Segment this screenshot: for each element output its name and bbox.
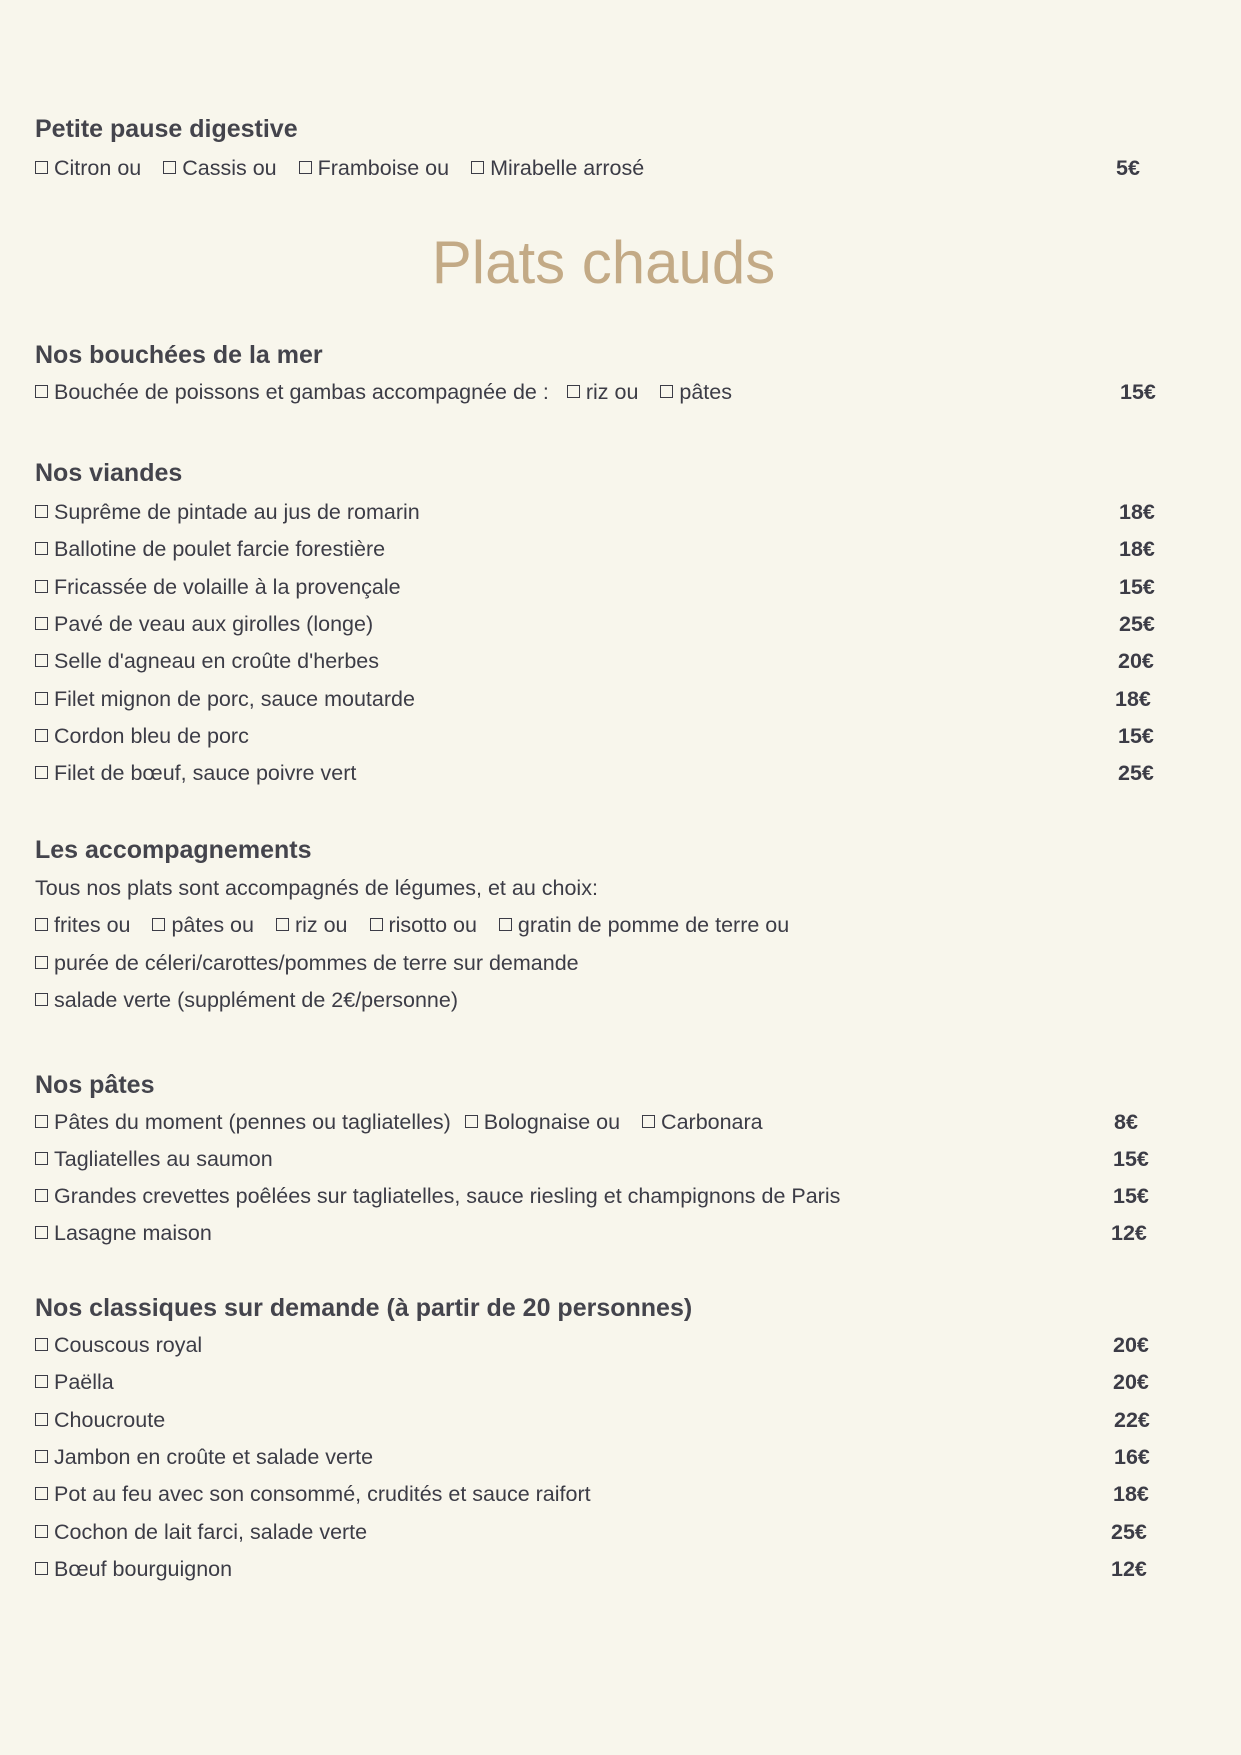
menu-item-price: 12€ xyxy=(1111,1556,1147,1581)
menu-item-name: Jambon en croûte et salade verte xyxy=(54,1444,374,1469)
menu-item-name: Cochon de lait farci, salade verte xyxy=(54,1519,368,1544)
menu-item[interactable] xyxy=(35,1370,114,1395)
menu-item[interactable] xyxy=(35,1482,591,1507)
menu-item[interactable] xyxy=(35,649,379,674)
section-title-pates: Nos pâtes xyxy=(35,1071,155,1099)
menu-item-price: 15€ xyxy=(1119,574,1155,599)
menu-item[interactable] xyxy=(35,724,249,749)
menu-item-name: Selle d'agneau en croûte d'herbes xyxy=(54,649,379,674)
section-title-bouchees: Nos bouchées de la mer xyxy=(35,341,323,369)
checkbox-icon xyxy=(35,1189,48,1202)
side-option[interactable]: risotto ou xyxy=(370,913,477,937)
menu-item-name: Pavé de veau aux girolles (longe) xyxy=(54,611,374,636)
menu-item-price: 16€ xyxy=(1114,1444,1150,1469)
menu-item-name: Grandes crevettes poêlées sur tagliatelles, sauce riesling et champignons de Paris xyxy=(54,1184,841,1208)
checkbox-icon xyxy=(35,956,48,969)
pates-price: 8€ xyxy=(1114,1110,1138,1134)
side-option[interactable]: salade verte (supplément de 2€/personne) xyxy=(35,988,458,1013)
checkbox-icon xyxy=(35,1375,48,1388)
digestive-option[interactable]: Framboise ou xyxy=(299,156,449,180)
digestive-option[interactable]: Cassis ou xyxy=(163,156,276,180)
menu-item[interactable] xyxy=(35,1184,840,1209)
checkbox-icon xyxy=(35,580,48,593)
sauce-option[interactable]: Carbonara xyxy=(642,1110,763,1134)
menu-item-price: 25€ xyxy=(1119,611,1155,636)
menu-item-name: Paëlla xyxy=(54,1370,114,1395)
menu-item-price: 18€ xyxy=(1115,686,1151,711)
checkbox-icon xyxy=(299,161,312,174)
checkbox-icon xyxy=(276,918,289,931)
checkbox-icon xyxy=(35,993,48,1006)
side-option[interactable]: frites ou xyxy=(35,913,130,937)
checkbox-icon xyxy=(35,542,48,555)
menu-item-name: Tagliatelles au saumon xyxy=(54,1147,273,1171)
checkbox-icon xyxy=(35,1115,48,1128)
bouchees-item: Bouchée de poissons et gambas accompagnée de : riz ou pâtes xyxy=(35,380,748,405)
menu-item[interactable] xyxy=(35,612,373,637)
side-option[interactable]: purée de céleri/carottes/pommes de terre sur demande xyxy=(35,951,579,976)
digestive-option[interactable]: Mirabelle arrosé xyxy=(471,156,644,180)
item-checkbox[interactable] xyxy=(35,1110,54,1134)
menu-item-name: Bœuf bourguignon xyxy=(54,1556,233,1581)
menu-item[interactable] xyxy=(35,687,415,712)
bouchees-price: 15€ xyxy=(1120,380,1156,404)
page-title: Plats chauds xyxy=(431,229,776,296)
checkbox-icon xyxy=(35,1450,48,1463)
checkbox-icon xyxy=(35,1487,48,1500)
side-option[interactable]: riz ou xyxy=(276,913,348,937)
checkbox-icon xyxy=(35,1226,48,1239)
checkbox-icon xyxy=(163,161,176,174)
menu-item[interactable] xyxy=(35,500,420,525)
bouchees-option[interactable]: pâtes xyxy=(660,380,732,404)
digestive-price: 5€ xyxy=(1116,156,1140,180)
sauce-option[interactable]: Bolognaise ou xyxy=(465,1110,620,1134)
menu-item[interactable] xyxy=(35,1408,165,1433)
menu-item-price: 25€ xyxy=(1118,761,1154,786)
checkbox-icon xyxy=(35,729,48,742)
item-checkbox[interactable] xyxy=(35,380,54,404)
menu-item-name: Choucroute xyxy=(54,1407,166,1432)
checkbox-icon xyxy=(152,918,165,931)
menu-item[interactable] xyxy=(35,1147,273,1172)
checkbox-icon xyxy=(35,385,48,398)
menu-item[interactable] xyxy=(35,1445,373,1470)
menu-item-name: Cordon bleu de porc xyxy=(54,723,249,748)
menu-item[interactable] xyxy=(35,1520,367,1545)
checkbox-icon xyxy=(370,918,383,931)
checkbox-icon xyxy=(567,385,580,398)
menu-item-name: Filet de bœuf, sauce poivre vert xyxy=(54,761,357,786)
checkbox-icon xyxy=(35,766,48,779)
checkbox-icon xyxy=(660,385,673,398)
side-option[interactable]: pâtes ou xyxy=(152,913,253,937)
menu-item-name: Couscous royal xyxy=(54,1333,203,1357)
menu-item-price: 18€ xyxy=(1113,1482,1149,1507)
checkbox-icon xyxy=(35,161,48,174)
checkbox-icon xyxy=(642,1115,655,1128)
menu-item-name: Pot au feu avec son consommé, crudités et sauce raifort xyxy=(54,1482,591,1507)
menu-item-name: Fricassée de volaille à la provençale xyxy=(54,574,401,599)
checkbox-icon xyxy=(35,1152,48,1165)
menu-item-price: 15€ xyxy=(1113,1147,1149,1171)
menu-item-price: 20€ xyxy=(1113,1333,1149,1357)
checkbox-icon xyxy=(465,1115,478,1128)
pates-item: Pâtes du moment (pennes ou tagliatelles) Bolognaise ou Carbonara xyxy=(35,1110,763,1135)
side-option[interactable]: gratin de pomme de terre ou xyxy=(499,913,789,937)
menu-item[interactable] xyxy=(35,1333,202,1358)
checkbox-icon xyxy=(35,505,48,518)
menu-item-price: 25€ xyxy=(1111,1519,1147,1544)
checkbox-icon xyxy=(35,654,48,667)
menu-item-name: Suprême de pintade au jus de romarin xyxy=(54,500,420,524)
menu-item-name: Lasagne maison xyxy=(54,1221,212,1245)
section-title-viandes: Nos viandes xyxy=(35,459,183,487)
menu-item[interactable] xyxy=(35,537,385,562)
checkbox-icon xyxy=(35,1413,48,1426)
menu-item-price: 18€ xyxy=(1119,537,1155,562)
accompagnements-intro: Tous nos plats sont accompagnés de légumes, et au choix: xyxy=(35,876,598,900)
checkbox-icon xyxy=(471,161,484,174)
checkbox-icon xyxy=(35,1525,48,1538)
menu-item-price: 12€ xyxy=(1111,1221,1147,1245)
menu-item-name: Ballotine de poulet farcie forestière xyxy=(54,537,386,562)
section-title-accompagnements: Les accompagnements xyxy=(35,836,312,864)
menu-item-price: 15€ xyxy=(1118,723,1154,748)
bouchees-option[interactable]: riz ou xyxy=(567,380,639,404)
checkbox-icon xyxy=(35,617,48,630)
section-title-digestive: Petite pause digestive xyxy=(35,115,298,143)
checkbox-icon xyxy=(35,1338,48,1351)
menu-item-name: Filet mignon de porc, sauce moutarde xyxy=(54,686,415,711)
checkbox-icon xyxy=(35,918,48,931)
digestive-option[interactable]: Citron ou xyxy=(35,156,141,180)
menu-item[interactable] xyxy=(35,1221,212,1246)
menu-item[interactable] xyxy=(35,761,356,786)
menu-item-price: 22€ xyxy=(1114,1407,1150,1432)
checkbox-icon xyxy=(35,1562,48,1575)
menu-item[interactable] xyxy=(35,575,401,600)
checkbox-icon xyxy=(35,692,48,705)
digestive-options xyxy=(35,156,660,181)
menu-item-price: 18€ xyxy=(1119,500,1155,524)
checkbox-icon xyxy=(499,918,512,931)
section-title-classiques: Nos classiques sur demande (à partir de 20 personnes) xyxy=(35,1294,693,1322)
accompagnements-options xyxy=(35,913,805,938)
menu-item[interactable] xyxy=(35,1557,232,1582)
menu-item-price: 20€ xyxy=(1113,1370,1149,1395)
menu-item-price: 15€ xyxy=(1113,1184,1149,1208)
menu-item-price: 20€ xyxy=(1118,649,1154,674)
